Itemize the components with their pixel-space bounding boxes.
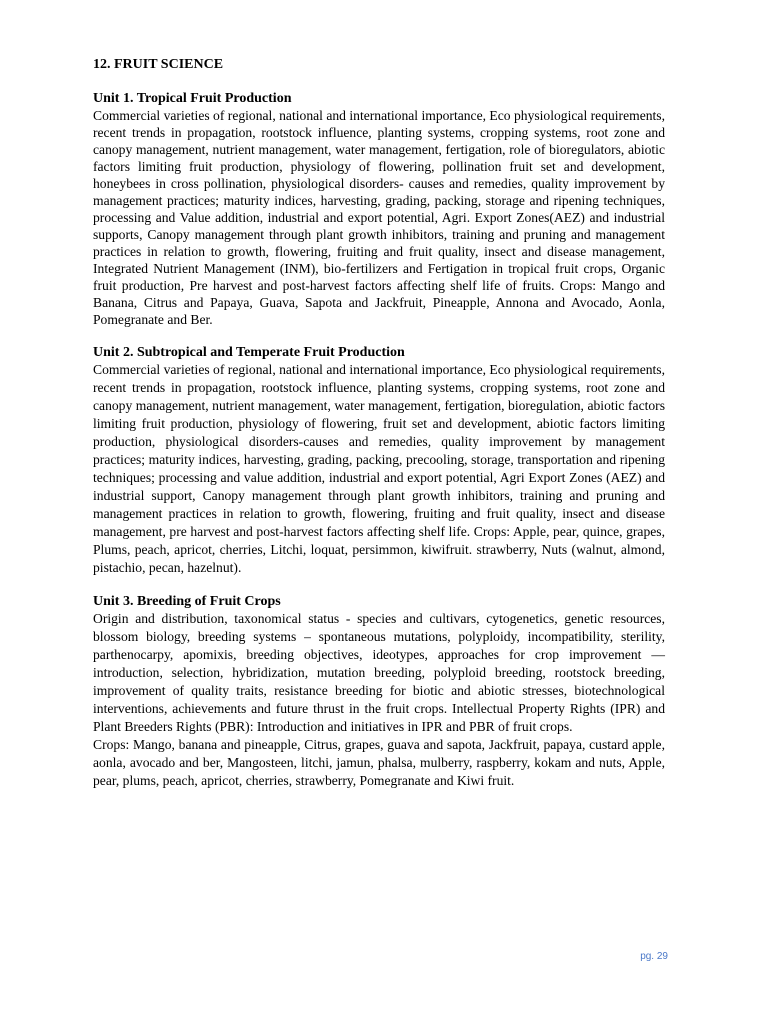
unit-1-body: Commercial varieties of regional, national and international importance, Eco physiological requirements, recent trends in propagation, rootstock influence, planting systems, cropping systems, root zone and canopy management, nutrient management, water management, fertigation, role of bioregulators, abiotic factors limiting fruit production, physiology of flowering, pollination fruit set and development, honeybees in cross pollination, physiological disorders- causes and remedies, quality improvement by management practices; maturity indices, harvesting, grading, packing, storage and ripening techniques, processing and Value addition, industrial and export potential, Agri. Export Zones(AEZ) and industrial supports, Canopy management through plant growth inhibitors, training and pruning and management practices in relation to growth, flowering, fruiting and fruit quality, insect and disease management, Integrated Nutrient Management (INM), bio-fertilizers and Fertigation in tropical fruit crops, Organic fruit production, Pre harvest and post-harvest factors affecting shelf life of fruits. Crops: Mango and Banana, Citrus and Papaya, Guava, Sapota and Jackfruit, Pineapple, Annona and Avocado, Aonla, Pomegranate and Ber. [93,108,665,327]
unit-3 [93,593,665,790]
unit-1 [93,90,665,328]
unit-3-title: Unit 3. Breeding of Fruit Crops [93,594,281,609]
unit-2-body: Commercial varieties of regional, national and international importance, Eco physiological requirements, recent trends in propagation, rootstock influence, planting systems, cropping systems, root zone and canopy management, nutrient management, water management, fertigation, bioregulation, abiotic factors limiting fruit production, physiology of flowering, fruit set and development, abiotic factors limiting production, physiological disorders-causes and remedies, quality improvement by management practices; maturity indices, harvesting, grading, packing, precooling, storage, transportation and ripening techniques; processing and value addition, industrial and export potential, Agri Export Zones (AEZ) and industrial support, Canopy management through plant growth inhibitors, training and pruning and management practices in relation to growth, flowering, fruiting and fruit quality, insect and disease management, pre harvest and post-harvest factors affecting shelf life. Crops: Apple, pear, quince, grapes, Plums, peach, apricot, cherries, Litchi, loquat, persimmon, kiwifruit. strawberry, Nuts (walnut, almond, pistachio, pecan, hazelnut). [93,362,665,575]
document-page [93,56,665,806]
unit-2 [93,344,665,577]
unit-3-body: Origin and distribution, taxonomical status - species and cultivars, cytogenetics, genetic resources, blossom biology, breeding systems – spontaneous mutations, polyploidy, incompatibility, sterility, parthenocarpy, apomixis, breeding objectives, ideotypes, approaches for crop improvement — introduction, selection, hybridization, mutation breeding, polyploid breeding, rootstock breeding, improvement of quality traits, resistance breeding for biotic and abiotic stresses, biotechnological interventions, achievements and future thrust in the fruit crops. Intellectual Property Rights (IPR) and Plant Breeders Rights (PBR): Introduction and initiatives in IPR and PBR of fruit crops. [93,611,665,734]
unit-2-title: Unit 2. Subtropical and Temperate Fruit Production [93,345,405,360]
unit-3-crops: Crops: Mango, banana and pineapple, Citrus, grapes, guava and sapota, Jackfruit, papaya, custard apple, aonla, avocado and ber, Mangosteen, litchi, jamun, phalsa, mulberry, raspberry, kokam and nuts, Apple, pear, plums, peach, apricot, cherries, strawberry, Pomegranate and Kiwi fruit. [93,737,665,788]
unit-1-title: Unit 1. Tropical Fruit Production [93,91,292,106]
page-number: pg. 29 [640,951,668,962]
section-title: 12. FRUIT SCIENCE [93,57,224,72]
